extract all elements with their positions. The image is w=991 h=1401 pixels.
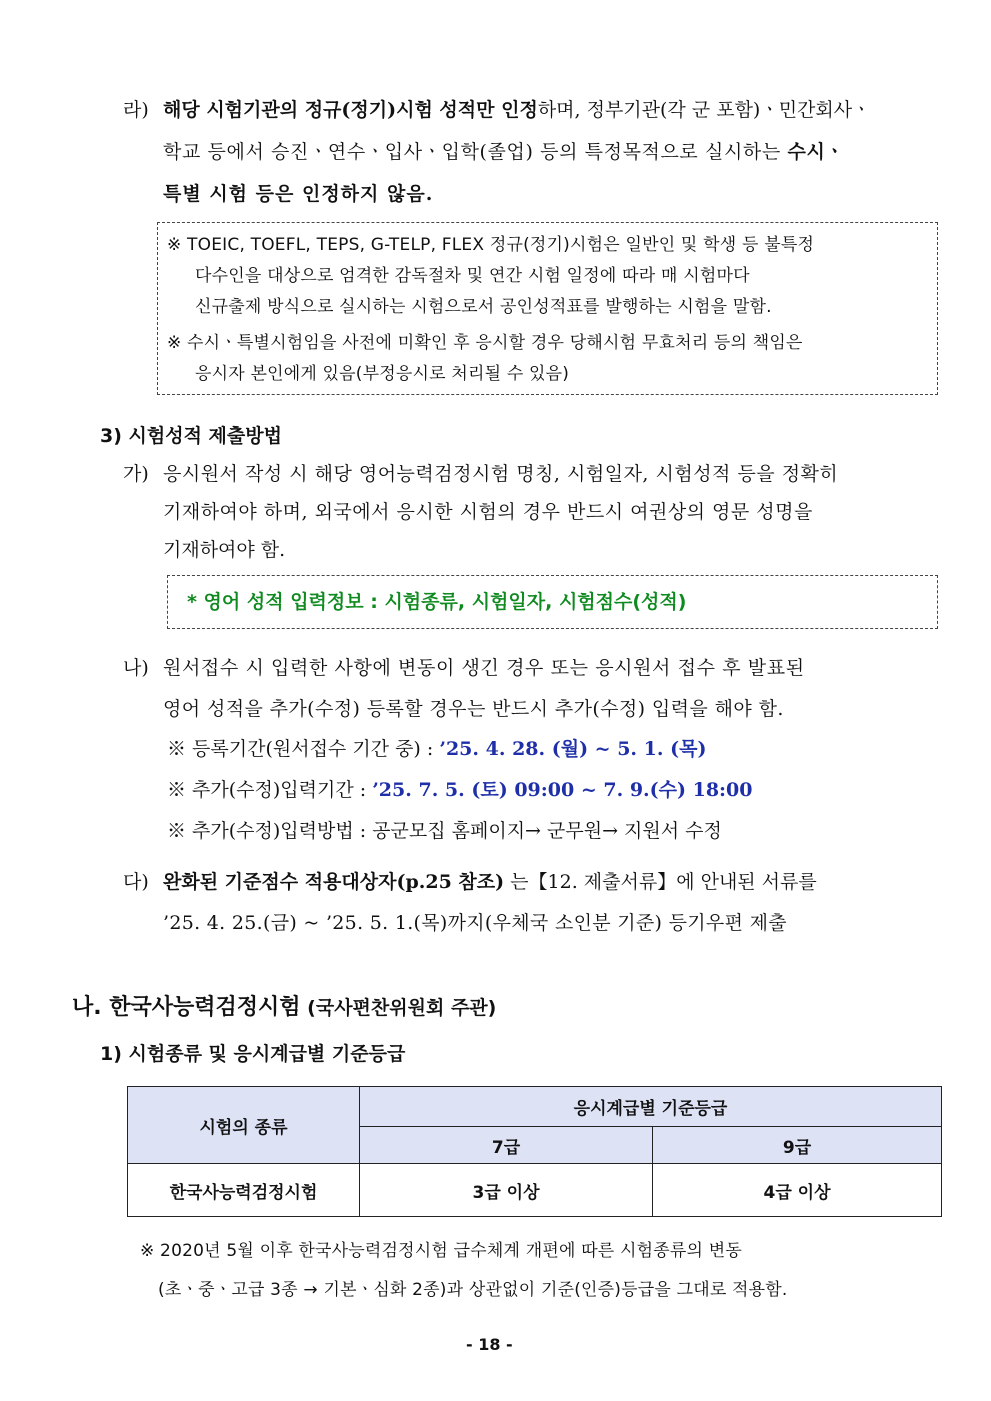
note-date-value: ’25. 7. 5. (토) 09:00 ~ 7. 9.(수) 18:00 [372,779,753,801]
note-edit-period [167,778,753,802]
footnote-line-1: ※ 2020년 5월 이후 한국사능력검정시험 급수체계 개편에 따른 시험종류의 변동 [140,1241,742,1261]
cell-exam-name: 한국사능력검정시험 [128,1164,360,1217]
notice-line-3: 신규출제 방식으로 실시하는 시험으로서 공인성적표를 발행하는 시험을 말함. [195,297,772,317]
notice-line-4: ※ 수시ㆍ특별시험임을 사전에 미확인 후 응시할 경우 당해시험 무효처리 등의 책임은 [167,333,803,353]
page-number: - 18 - [466,1335,513,1354]
note-label: ※ 등록기간(원서접수 기간 중) : [167,738,440,760]
paragraph-ra-line1 [163,98,870,122]
note-date-value: ’25. 4. 28. (월) ~ 5. 1. (목) [439,738,707,760]
emphasis-relaxed-score: 완화된 기준점수 적용대상자(p.25 참조) [163,871,505,893]
paragraph-na-line2: 영어 성적을 추가(수정) 등록할 경우는 반드시 추가(수정) 입력을 해야 함. [163,698,784,720]
paragraph-ga-line1: 응시원서 작성 시 해당 영어능력검정시험 명칭, 시험일자, 시험성적 등을 정확히 [163,463,839,485]
text-span: 학교 등에서 승진ㆍ연수ㆍ입사ㆍ입학(졸업) 등의 특정목적으로 실시하는 [163,141,788,163]
header-grade-by-rank: 응시계급별 기준등급 [360,1087,942,1127]
grade-table [127,1086,942,1217]
note-label: ※ 추가(수정)입력기간 : [167,779,373,801]
notice-line-1: ※ TOEIC, TOEFL, TEPS, G-TELP, FLEX 정규(정기)시험은 일반인 및 학생 등 불특정 [167,235,815,255]
subheading-grade-standards: 1) 시험종류 및 응시계급별 기준등급 [100,1043,406,1065]
english-score-info-text: * 영어 성적 입력정보 : 시험종류, 시험일자, 시험점수(성적) [187,591,687,613]
item-marker-ra: 라) [123,99,149,121]
item-marker-na: 나) [123,657,149,679]
footnote-line-2: (초ㆍ중ㆍ고급 3종 → 기본ㆍ심화 2종)과 상관없이 기준(인증)등급을 그대로 적용함. [158,1280,788,1300]
item-marker-da: 다) [123,871,149,893]
header-exam-type: 시험의 종류 [128,1087,360,1164]
text-span: 하며, 정부기관(각 군 포함)ㆍ민간회사ㆍ [537,99,871,121]
heading-main: 나. 한국사능력검정시험 [72,995,301,1020]
paragraph-na-line1: 원서접수 시 입력한 사항에 변동이 생긴 경우 또는 응시원서 접수 후 발표된 [163,657,805,679]
text-span: 는【12. 제출서류】에 안내된 서류를 [504,871,817,893]
paragraph-da-line1 [163,870,817,894]
emphasis-special-exam: 수시ㆍ [787,141,845,163]
section-heading-korean-history [72,994,496,1022]
cell-grade-7: 3급 이상 [360,1164,653,1217]
cell-grade-9: 4급 이상 [653,1164,942,1217]
note-edit-method: ※ 추가(수정)입력방법 : 공군모집 홈페이지→ 군무원→ 지원서 수정 [167,820,722,842]
header-grade-9: 9급 [653,1127,942,1164]
notice-line-5: 응시자 본인에게 있음(부정응시로 처리될 수 있음) [195,364,570,384]
paragraph-ga-line2: 기재하여야 하며, 외국에서 응시한 시험의 경우 반드시 여권상의 영문 성명을 [163,501,813,523]
paragraph-ga-line3: 기재하여야 함. [163,539,286,561]
item-marker-ga: 가) [123,463,149,485]
paragraph-ra-line3: 특별 시험 등은 인정하지 않음. [163,183,434,205]
section-heading-submission: 3) 시험성적 제출방법 [100,425,282,447]
header-grade-7: 7급 [360,1127,653,1164]
paragraph-da-line2: ’25. 4. 25.(금) ~ ’25. 5. 1.(목)까지(우체국 소인분 기준) 등기우편 제출 [163,912,787,934]
note-registration-period [167,737,706,761]
paragraph-ra-line2 [163,140,844,164]
emphasis-regular-exam-only: 해당 시험기관의 정규(정기)시험 성적만 인정 [163,99,538,121]
heading-organizer: (국사편찬위원회 주관) [300,997,497,1019]
table-row [128,1164,942,1217]
notice-line-2: 다수인을 대상으로 엄격한 감독절차 및 연간 시험 일정에 따라 매 시험마다 [195,266,750,286]
